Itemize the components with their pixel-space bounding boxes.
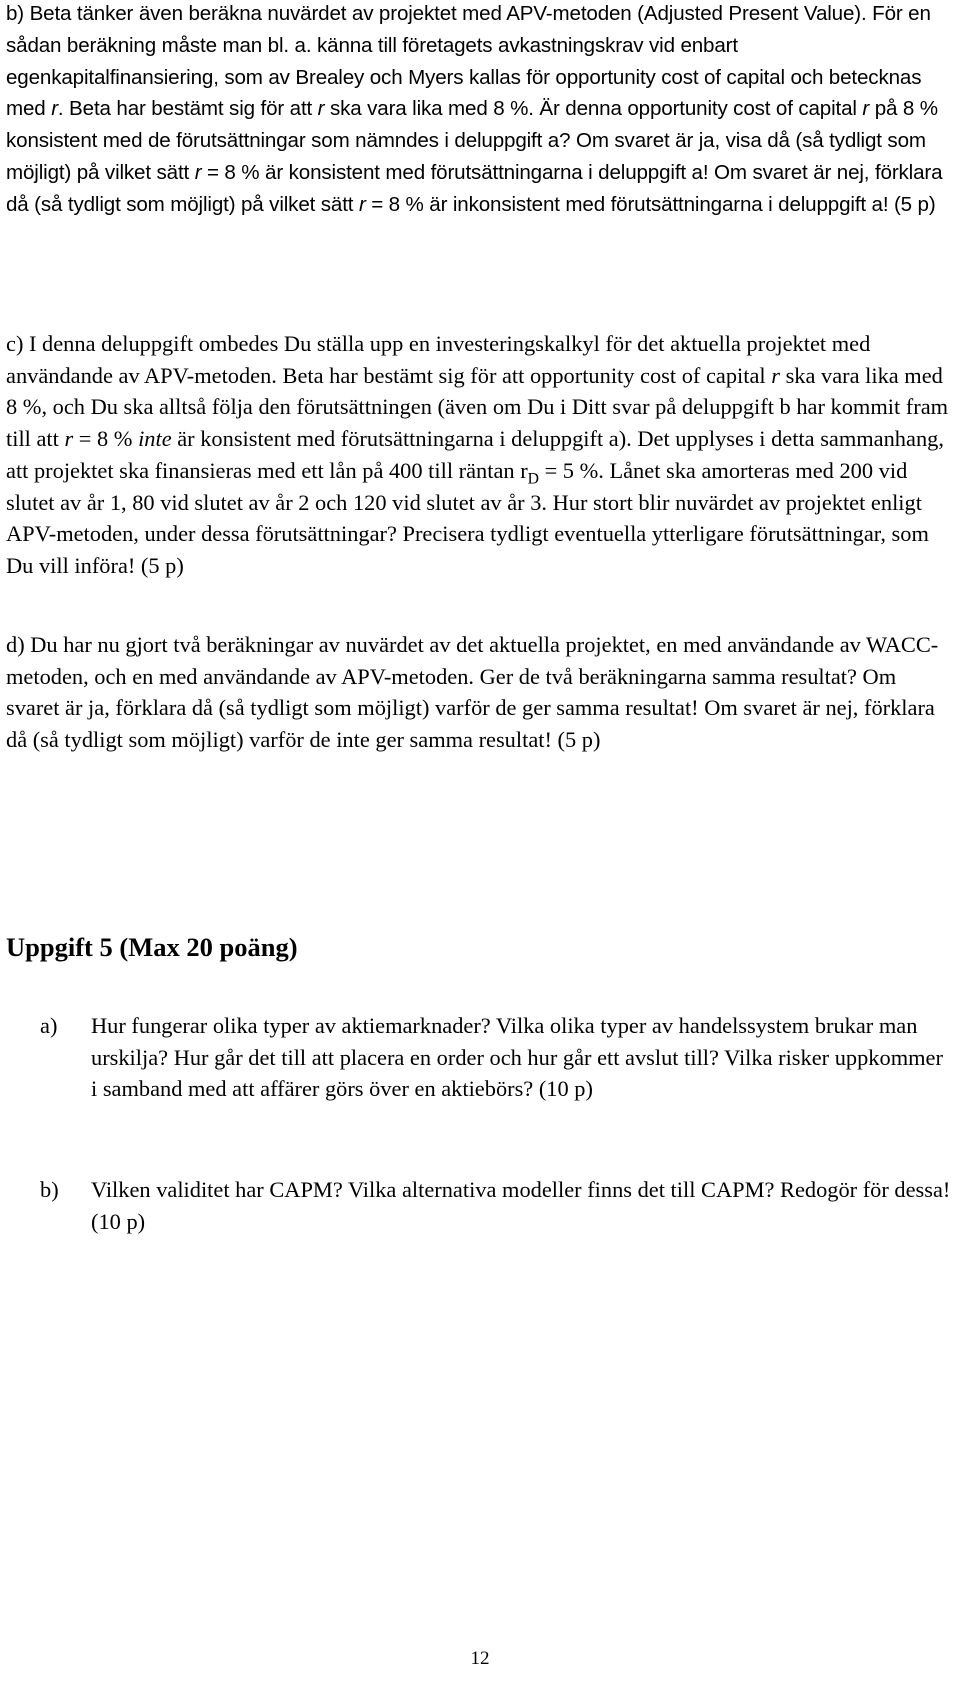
- variable-rd-subscript: D: [527, 470, 539, 488]
- variable-rd: [520, 457, 539, 488]
- variable-r: r: [862, 97, 870, 121]
- variable-rd-base: r: [520, 457, 528, 483]
- variable-r: r: [194, 160, 202, 184]
- list-item-text: Vilken validitet har CAPM? Vilka alternativa modeller finns det till CAPM? Redogör för dessa! (10 p): [91, 1177, 951, 1234]
- text-run: ska vara lika med 8 %. Är denna opportunity cost of capital: [324, 97, 863, 121]
- variable-r: r: [317, 97, 325, 121]
- text-run: på 8 % konsistent med de förutsättningar som nämndes i deluppgift a? Om svaret är ja, visa då (så tydligt som möjligt) på vilket sätt: [6, 97, 938, 184]
- text-run: = 8 % är inkonsistent med förutsättningarna i deluppgift a! (5 p): [365, 192, 936, 216]
- list-item-label: a): [40, 1013, 58, 1038]
- text-run: . Beta har bestämt sig för att: [57, 97, 318, 121]
- variable-r: r: [358, 192, 366, 216]
- variable-r: r: [771, 362, 780, 388]
- text-run: ska vara lika med 8 %, och Du ska alltså följa den förutsättningen (även om Du i Ditt svar på deluppgift b har kommit fram till att: [6, 362, 949, 452]
- variable-r: r: [64, 426, 74, 452]
- text-run: = 5 %. Lånet ska amorteras med 200 vid slutet av år 1, 80 vid slutet av år 2 och 120 vid slutet av år 3. Hur stort blir nuvärdet av projektet enligt APV-metoden, under dessa förutsättningar? Precisera tydligt eventuella ytterligare förutsättningar, som Du vill införa! (5 p): [6, 457, 929, 578]
- paragraph-b: [6, 0, 954, 221]
- variable-r: r: [51, 97, 58, 121]
- list-item-label: b): [40, 1177, 59, 1202]
- text-run: är konsistent med förutsättningarna i deluppgift a). Det upplyses i detta sammanhang, att projektet ska finansieras med ett lån på 400 till räntan: [6, 426, 944, 483]
- paragraph-d: d) Du har nu gjort två beräkningar av nuvärdet av det aktuella projektet, en med användande av WACC-metoden, och en med användande av APV-metoden. Ger de två beräkningarna samma resultat? Om svaret är ja, förklara då (så tydligt som möjligt) varför de ger samma resultat! Om svaret är nej, förklara då (så tydligt som möjligt) varför de inte ger samma resultat! (5 p): [6, 632, 939, 753]
- paragraph-c: [6, 328, 954, 582]
- section-heading: Uppgift 5 (Max 20 poäng): [6, 932, 298, 962]
- list-item-text: Hur fungerar olika typer av aktiemarknader? Vilka olika typer av handelssystem brukar man urskilja? Hur går det till att placera en order och hur går ett avslut till? Vilka risker uppkommer i samband med att affärer görs över en aktiebörs? (10 p): [91, 1013, 943, 1102]
- text-run: = 8 %: [73, 426, 139, 452]
- emphasis-inte: inte: [138, 426, 172, 452]
- page-number: 12: [470, 1648, 490, 1669]
- text-run: c) I denna deluppgift ombedes Du ställa upp en investeringskalkyl för det aktuella projektet med användande av APV-metoden. Beta har bestämt sig för att opportunity cost of capital: [6, 331, 871, 388]
- text-run: = 8 % är konsistent med förutsättningarna i deluppgift a! Om svaret är nej, förklara då (så tydligt som möjligt) på vilket sätt: [6, 160, 943, 216]
- text-run: b) Beta tänker även beräkna nuvärdet av projektet med APV-metoden (Adjusted Present Value). För en sådan beräkning måste man bl. a. känna till företagets avkastningskrav vid enbart egenkapitalfinansiering, som av Brealey och Myers kallas för opportunity cost of capital och betecknas med: [6, 2, 931, 121]
